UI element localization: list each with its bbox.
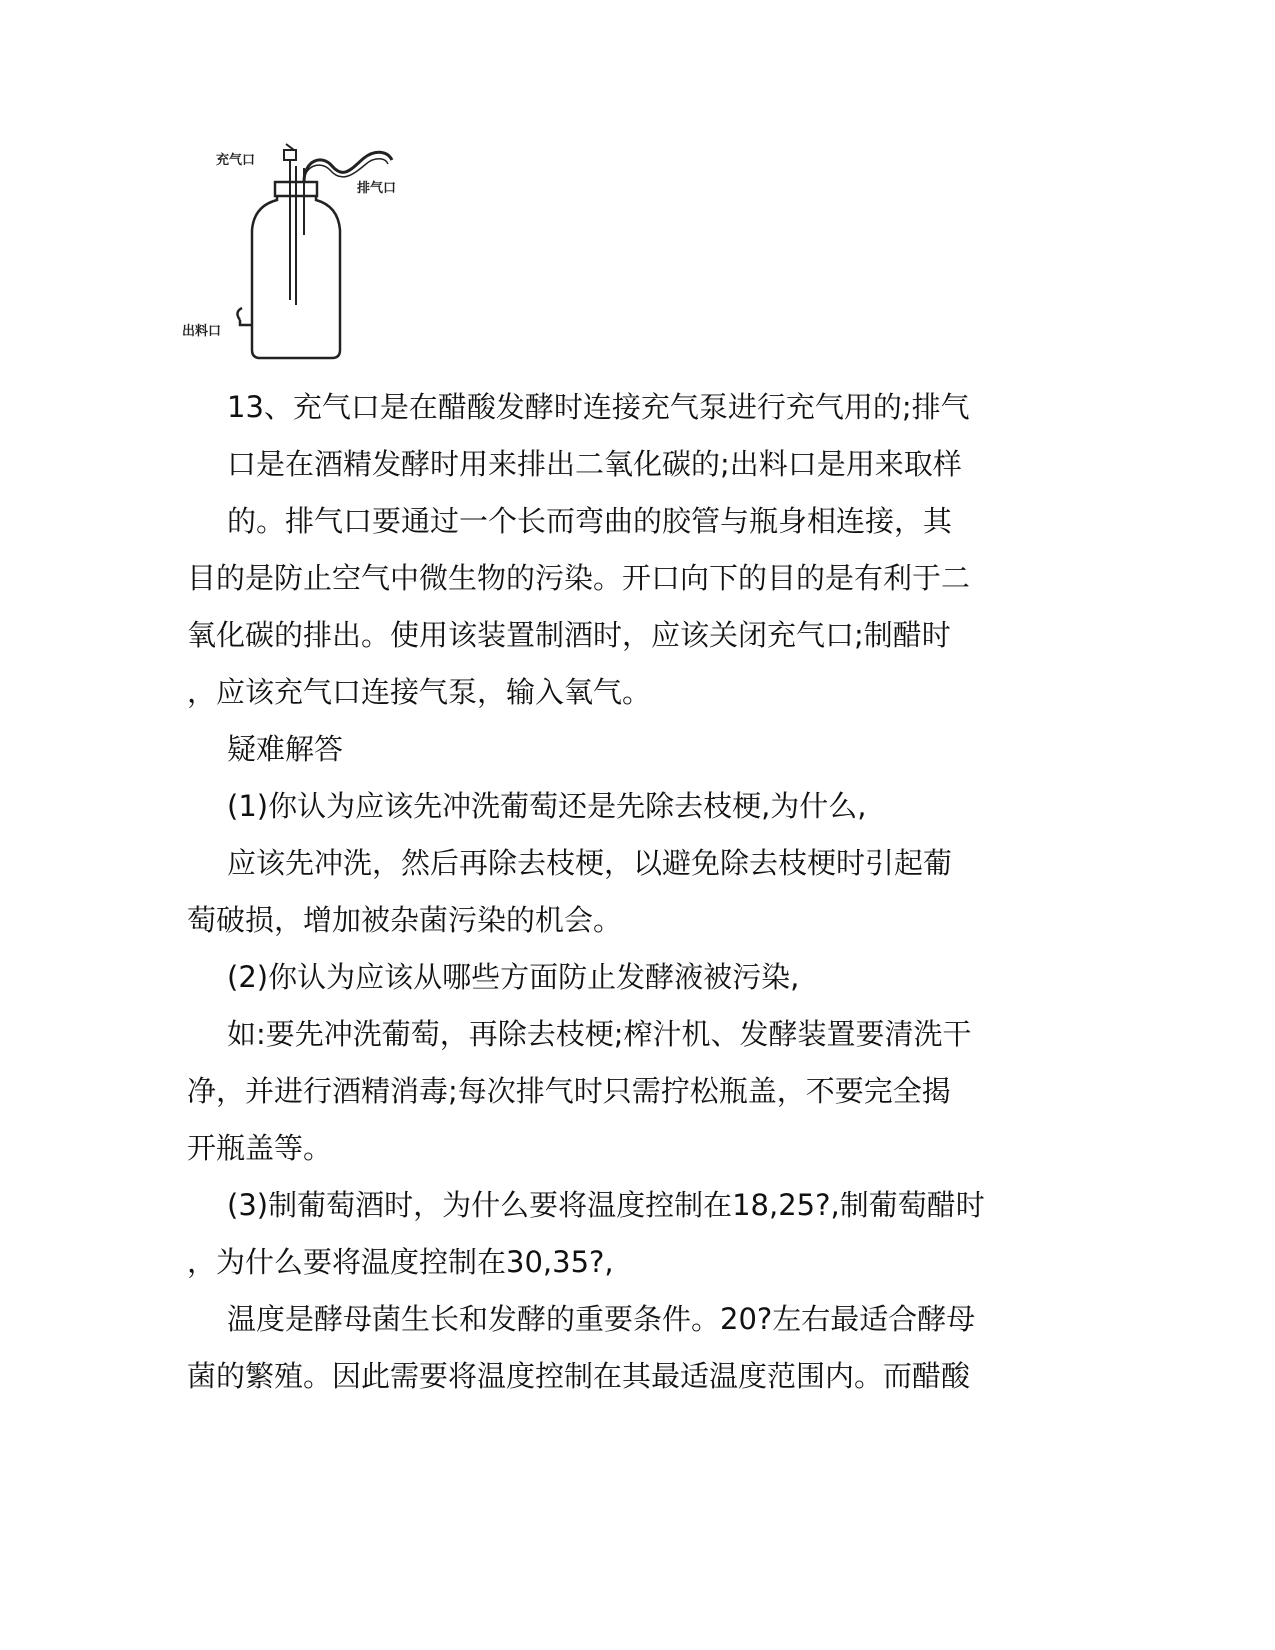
text-line: 如:要先冲洗葡萄，再除去枝梗;榨汁机、发酵装置要清洗干 (227, 1017, 972, 1051)
text-line: 菌的繁殖。因此需要将温度控制在其最适温度范围内。而醋酸 (187, 1359, 971, 1393)
text-line: 13、充气口是在醋酸发酵时连接充气泵进行充气用的;排气 (227, 390, 970, 424)
document-body (187, 379, 1087, 1405)
question-line: (2)你认为应该从哪些方面防止发酵液被污染, (227, 960, 800, 994)
text-line: 氧化碳的排出。使用该装置制酒时，应该关闭充气口;制醋时 (187, 618, 951, 652)
exhaust-hose (304, 152, 392, 182)
text-line: ，应该充气口连接气泵，输入氧气。 (187, 675, 652, 709)
text-line: 的。排气口要通过一个长而弯曲的胶管与瓶身相连接，其 (227, 504, 953, 538)
text-line: 口是在酒精发酵时用来排出二氧化碳的;出料口是用来取样 (227, 447, 962, 481)
outlet-spout (237, 308, 252, 325)
text-line: 开瓶盖等。 (187, 1131, 333, 1165)
fermentation-bottle-figure (182, 140, 422, 375)
text-line: ，为什么要将温度控制在30,35?, (187, 1245, 614, 1279)
fermentation-bottle-illustration (182, 140, 422, 375)
inlet-label: 充气口 (216, 153, 256, 168)
text-line: 净，并进行酒精消毒;每次排气时只需拧松瓶盖，不要完全揭 (187, 1074, 951, 1108)
inlet-valve (284, 150, 296, 160)
exhaust-label: 排气口 (357, 181, 397, 196)
text-line: 应该先冲洗，然后再除去枝梗，以避免除去枝梗时引起葡 (227, 846, 953, 880)
question-line: (3)制葡萄酒时，为什么要将温度控制在18,25?,制葡萄醋时 (227, 1188, 985, 1222)
question-line: (1)你认为应该先冲洗葡萄还是先除去枝梗,为什么, (227, 789, 867, 823)
text-line: 温度是酵母菌生长和发酵的重要条件。20?左右最适合酵母 (227, 1302, 976, 1336)
section-heading: 疑难解答 (227, 732, 344, 766)
outlet-label: 出料口 (182, 324, 222, 339)
text-line: 萄破损，增加被杂菌污染的机会。 (187, 903, 623, 937)
text-line: 目的是防止空气中微生物的污染。开口向下的目的是有利于二 (187, 561, 971, 595)
